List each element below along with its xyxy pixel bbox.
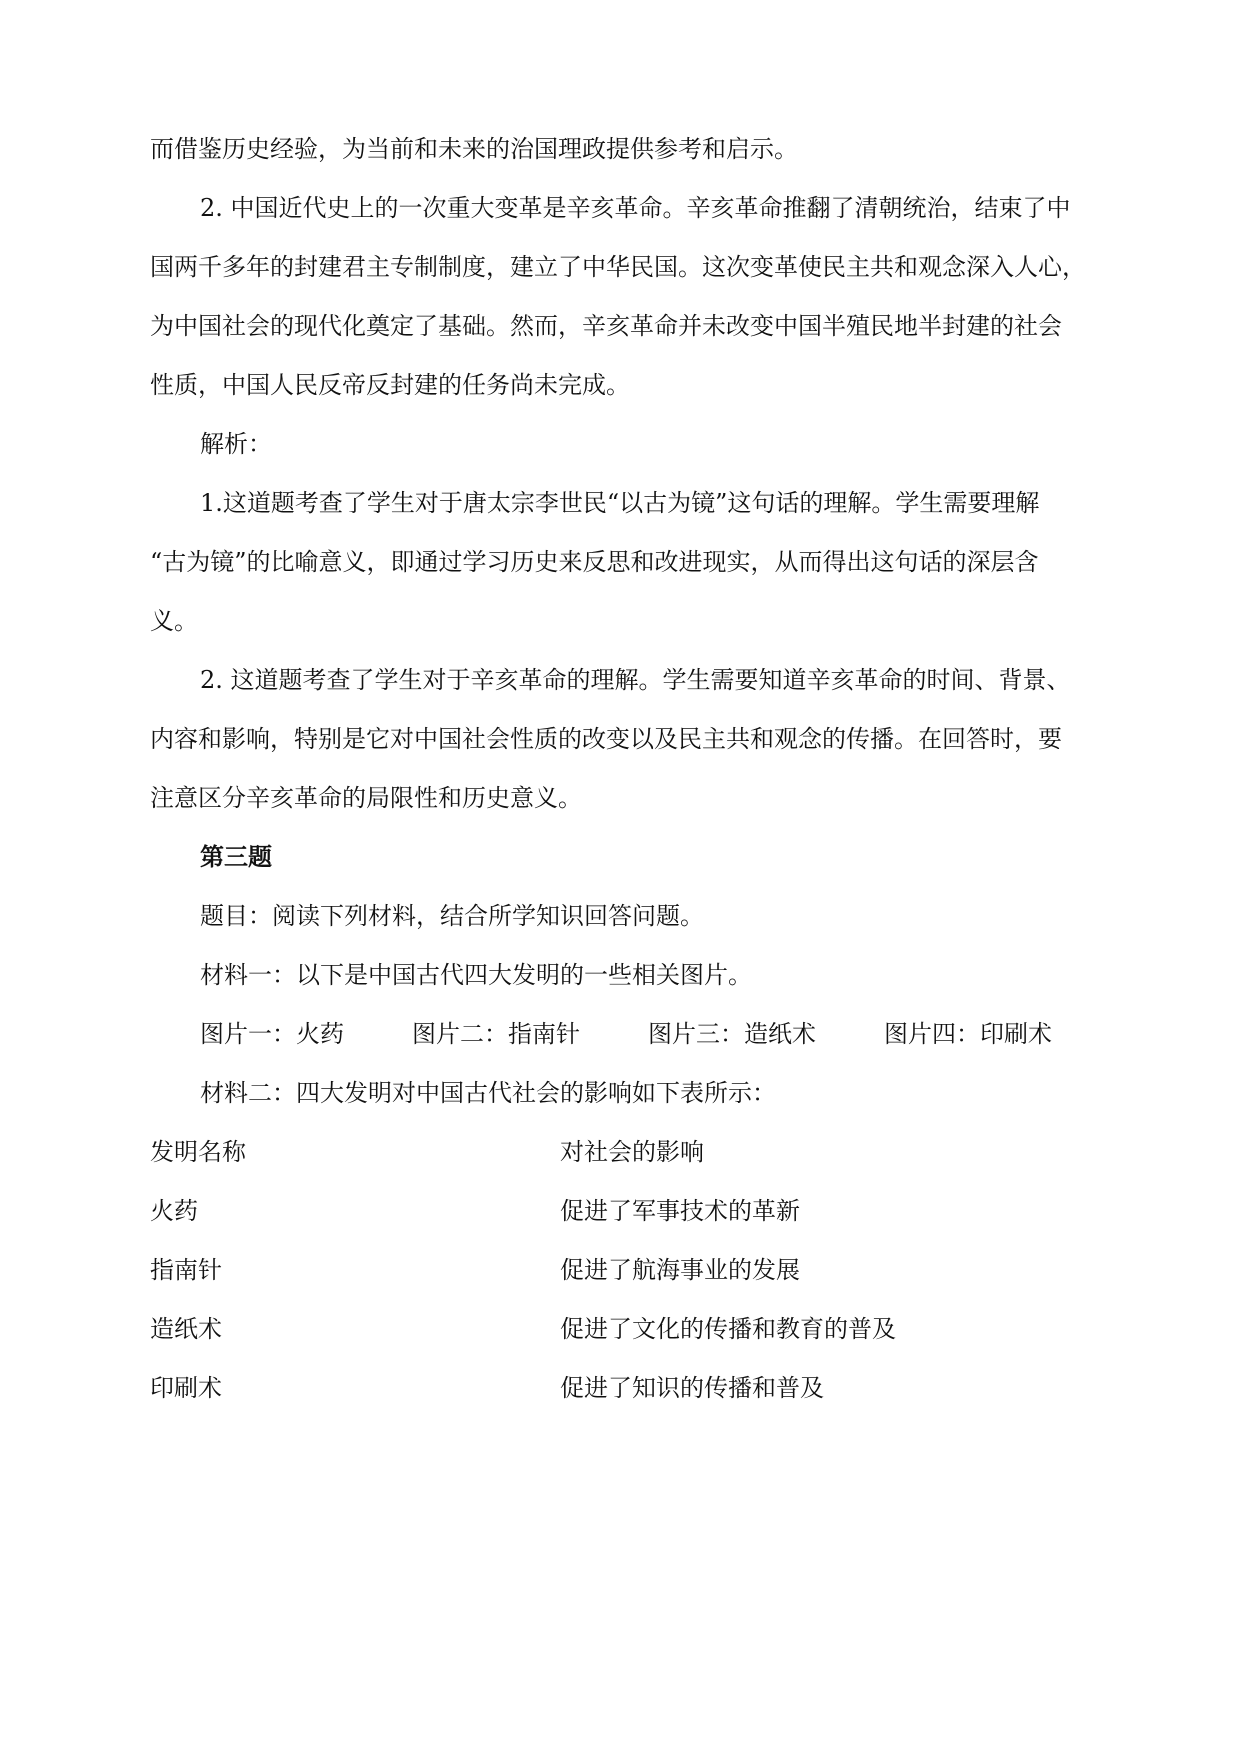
table-cell-invention: 指南针 [150, 1256, 222, 1284]
table-cell-influence: 促进了知识的传播和普及 [560, 1374, 824, 1402]
material-two-text: 材料二：四大发明对中国古代社会的影响如下表所示： [200, 1079, 776, 1107]
table-cell-invention: 火药 [150, 1197, 198, 1225]
picture-caption: 图片四：印刷术 [884, 1020, 1052, 1048]
picture-captions [200, 1019, 1052, 1049]
paragraph-line: 国两千多年的封建君主专制制度，建立了中华民国。这次变革使民主共和观念深入人心， [150, 253, 1086, 281]
table-cell-invention: 造纸术 [150, 1315, 222, 1343]
paragraph-line: “古为镜”的比喻意义，即通过学习历史来反思和改进现实，从而得出这句话的深层含 [150, 548, 1039, 576]
question-text: 题目：阅读下列材料，结合所学知识回答问题。 [200, 902, 704, 930]
paragraph-line: 注意区分辛亥革命的局限性和历史意义。 [150, 784, 582, 812]
table-header-invention: 发明名称 [150, 1138, 246, 1166]
paragraph-line: 性质，中国人民反帝反封建的任务尚未完成。 [150, 371, 630, 399]
paragraph-line: 而借鉴历史经验，为当前和未来的治国理政提供参考和启示。 [150, 135, 798, 163]
paragraph-line: 义。 [150, 607, 198, 635]
table-cell-influence: 促进了军事技术的革新 [560, 1197, 800, 1225]
table-header-influence: 对社会的影响 [560, 1138, 704, 1166]
table-cell-invention: 印刷术 [150, 1374, 222, 1402]
paragraph-line: 1.这道题考查了学生对于唐太宗李世民“以古为镜”这句话的理解。学生需要理解 [200, 489, 1040, 517]
picture-caption: 图片二：指南针 [412, 1020, 580, 1048]
picture-caption: 图片三：造纸术 [648, 1020, 816, 1048]
picture-caption: 图片一：火药 [200, 1020, 344, 1048]
paragraph-line: 2. 这道题考查了学生对于辛亥革命的理解。学生需要知道辛亥革命的时间、背景、 [200, 666, 1071, 694]
material-one-text: 材料一：以下是中国古代四大发明的一些相关图片。 [200, 961, 752, 989]
paragraph-line: 内容和影响，特别是它对中国社会性质的改变以及民主共和观念的传播。在回答时，要 [150, 725, 1062, 753]
table-cell-influence: 促进了文化的传播和教育的普及 [560, 1315, 896, 1343]
analysis-heading: 解析： [200, 430, 272, 458]
table-cell-influence: 促进了航海事业的发展 [560, 1256, 800, 1284]
section-title: 第三题 [200, 843, 272, 871]
paragraph-line: 2. 中国近代史上的一次重大变革是辛亥革命。辛亥革命推翻了清朝统治，结束了中 [200, 194, 1071, 222]
paragraph-line: 为中国社会的现代化奠定了基础。然而，辛亥革命并未改变中国半殖民地半封建的社会 [150, 312, 1062, 340]
